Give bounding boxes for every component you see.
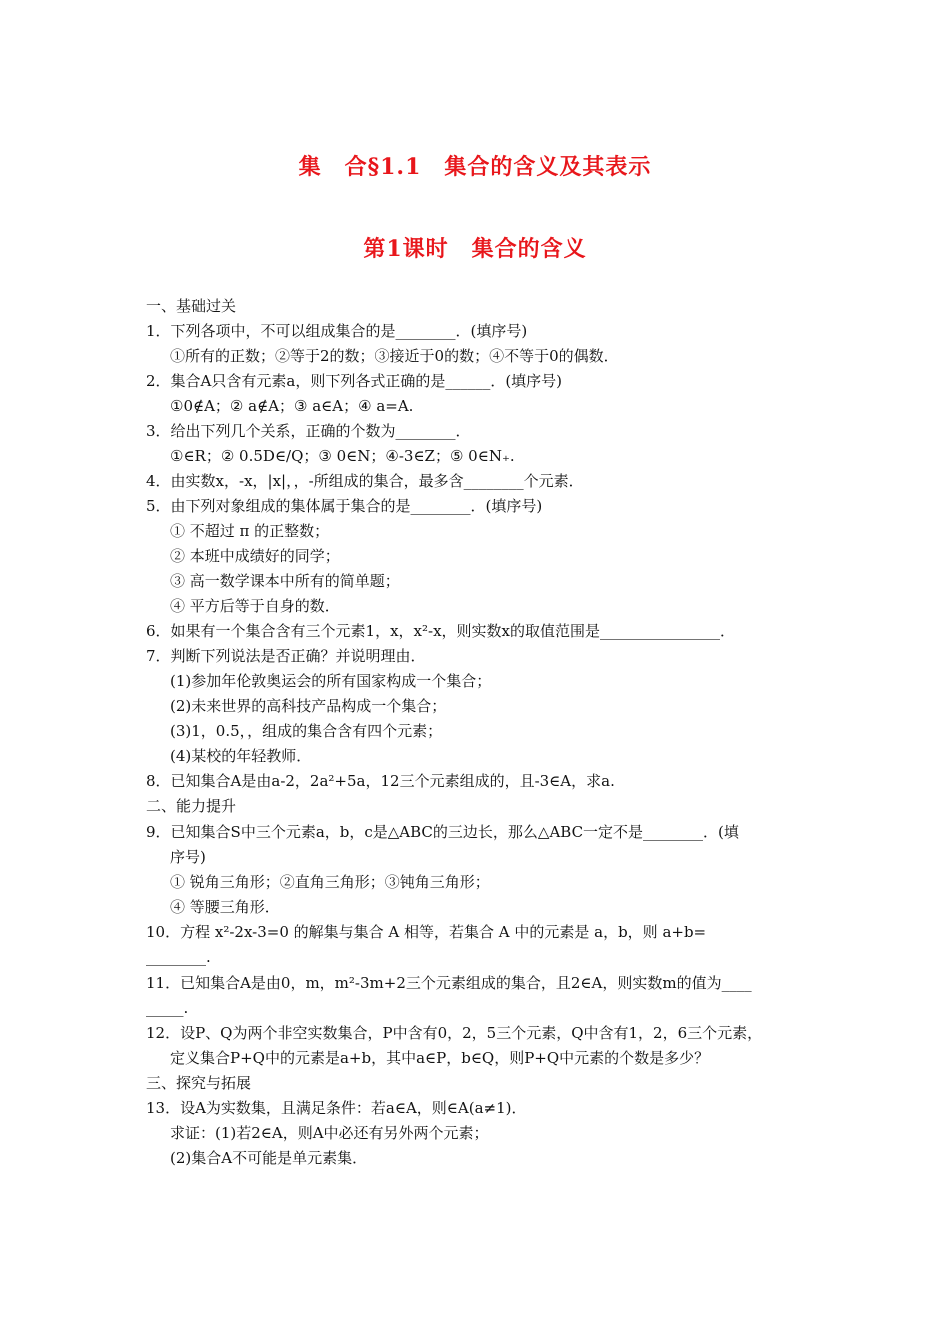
section-heading: 一、基础过关 bbox=[146, 297, 237, 315]
section-heading: 二、能力提升 bbox=[146, 797, 237, 815]
question-11: 11．已知集合A是由0，m，m²-3m+2三个元素组成的集合，且2∈A，则实数m的值为____ bbox=[146, 974, 752, 992]
question-7-item: (2)未来世界的高科技产品构成一个集合； bbox=[170, 697, 447, 715]
question-7-item: (3)1，0.5，，组成的集合含有四个元素； bbox=[170, 722, 443, 740]
question-10-continued: ________. bbox=[146, 948, 211, 966]
section-subtitle: 第1课时 集合的含义 bbox=[363, 236, 587, 262]
question-5-option: ② 本班中成绩好的同学； bbox=[170, 547, 340, 565]
question-7: 7．判断下列说法是否正确？并说明理由． bbox=[146, 647, 426, 665]
question-3-options: ①∈R；② 0.5D∈/Q；③ 0∈N；④-3∈Z；⑤ 0∈N₊. bbox=[170, 447, 515, 465]
question-3: 3．给出下列几个关系，正确的个数为________． bbox=[146, 422, 471, 440]
question-1-options: ①所有的正数；②等于2的数；③接近于0的数；④不等于0的偶数． bbox=[170, 347, 619, 365]
question-9: 9．已知集合S中三个元素a，b，c是△ABC的三边长，那么△ABC一定不是________．(填 bbox=[146, 823, 739, 841]
question-7-item: (1)参加年伦敦奥运会的所有国家构成一个集合； bbox=[170, 672, 492, 690]
question-13: 13．设A为实数集，且满足条件：若a∈A，则∈A(a≠1)． bbox=[146, 1099, 527, 1117]
question-9-options: ① 锐角三角形；②直角三角形；③钝角三角形； bbox=[170, 873, 490, 891]
question-7-item: (4)某校的年轻教师． bbox=[170, 747, 312, 765]
question-5-option: ① 不超过 π 的正整数； bbox=[170, 522, 330, 540]
question-1: 1．下列各项中，不可以组成集合的是________．(填序号) bbox=[146, 322, 528, 340]
question-4: 4．由实数x，-x，|x|，，-所组成的集合，最多含________个元素． bbox=[146, 472, 584, 490]
question-12: 12．设P、Q为两个非空实数集合，P中含有0，2，5三个元素，Q中含有1，2，6三个元素， bbox=[146, 1024, 763, 1042]
question-5-option: ④ 平方后等于自身的数． bbox=[170, 597, 340, 615]
question-9-options: ④ 等腰三角形． bbox=[170, 898, 280, 916]
question-2: 2．集合A只含有元素a，则下列各式正确的是______．(填序号) bbox=[146, 372, 563, 390]
question-13-part: (2)集合A不可能是单元素集． bbox=[170, 1149, 368, 1167]
section-heading: 三、探究与拓展 bbox=[146, 1074, 252, 1092]
page-title: 集 合§1.1 集合的含义及其表示 bbox=[298, 154, 652, 180]
question-2-options: ①0∉A；② a∉A；③ a∈A；④ a=A. bbox=[170, 397, 414, 415]
question-10: 10．方程 x²-2x-3=0 的解集与集合 A 相等，若集合 A 中的元素是 a，b，则 a+b= bbox=[146, 923, 707, 941]
question-11-continued: _____. bbox=[146, 999, 189, 1017]
question-9-continued: 序号) bbox=[170, 848, 206, 866]
question-12-continued: 定义集合P+Q中的元素是a+b，其中a∈P，b∈Q，则P+Q中元素的个数是多少？ bbox=[170, 1049, 710, 1067]
question-13-part: 求证：(1)若2∈A，则A中必还有另外两个元素； bbox=[170, 1124, 489, 1142]
question-5-option: ③ 高一数学课本中所有的简单题； bbox=[170, 572, 400, 590]
question-6: 6．如果有一个集合含有三个元素1，x，x²-x，则实数x的取值范围是________________． bbox=[146, 622, 736, 640]
question-8: 8．已知集合A是由a-2，2a²+5a，12三个元素组成的，且-3∈A，求a. bbox=[146, 772, 615, 790]
question-5: 5．由下列对象组成的集体属于集合的是________．(填序号) bbox=[146, 497, 543, 515]
